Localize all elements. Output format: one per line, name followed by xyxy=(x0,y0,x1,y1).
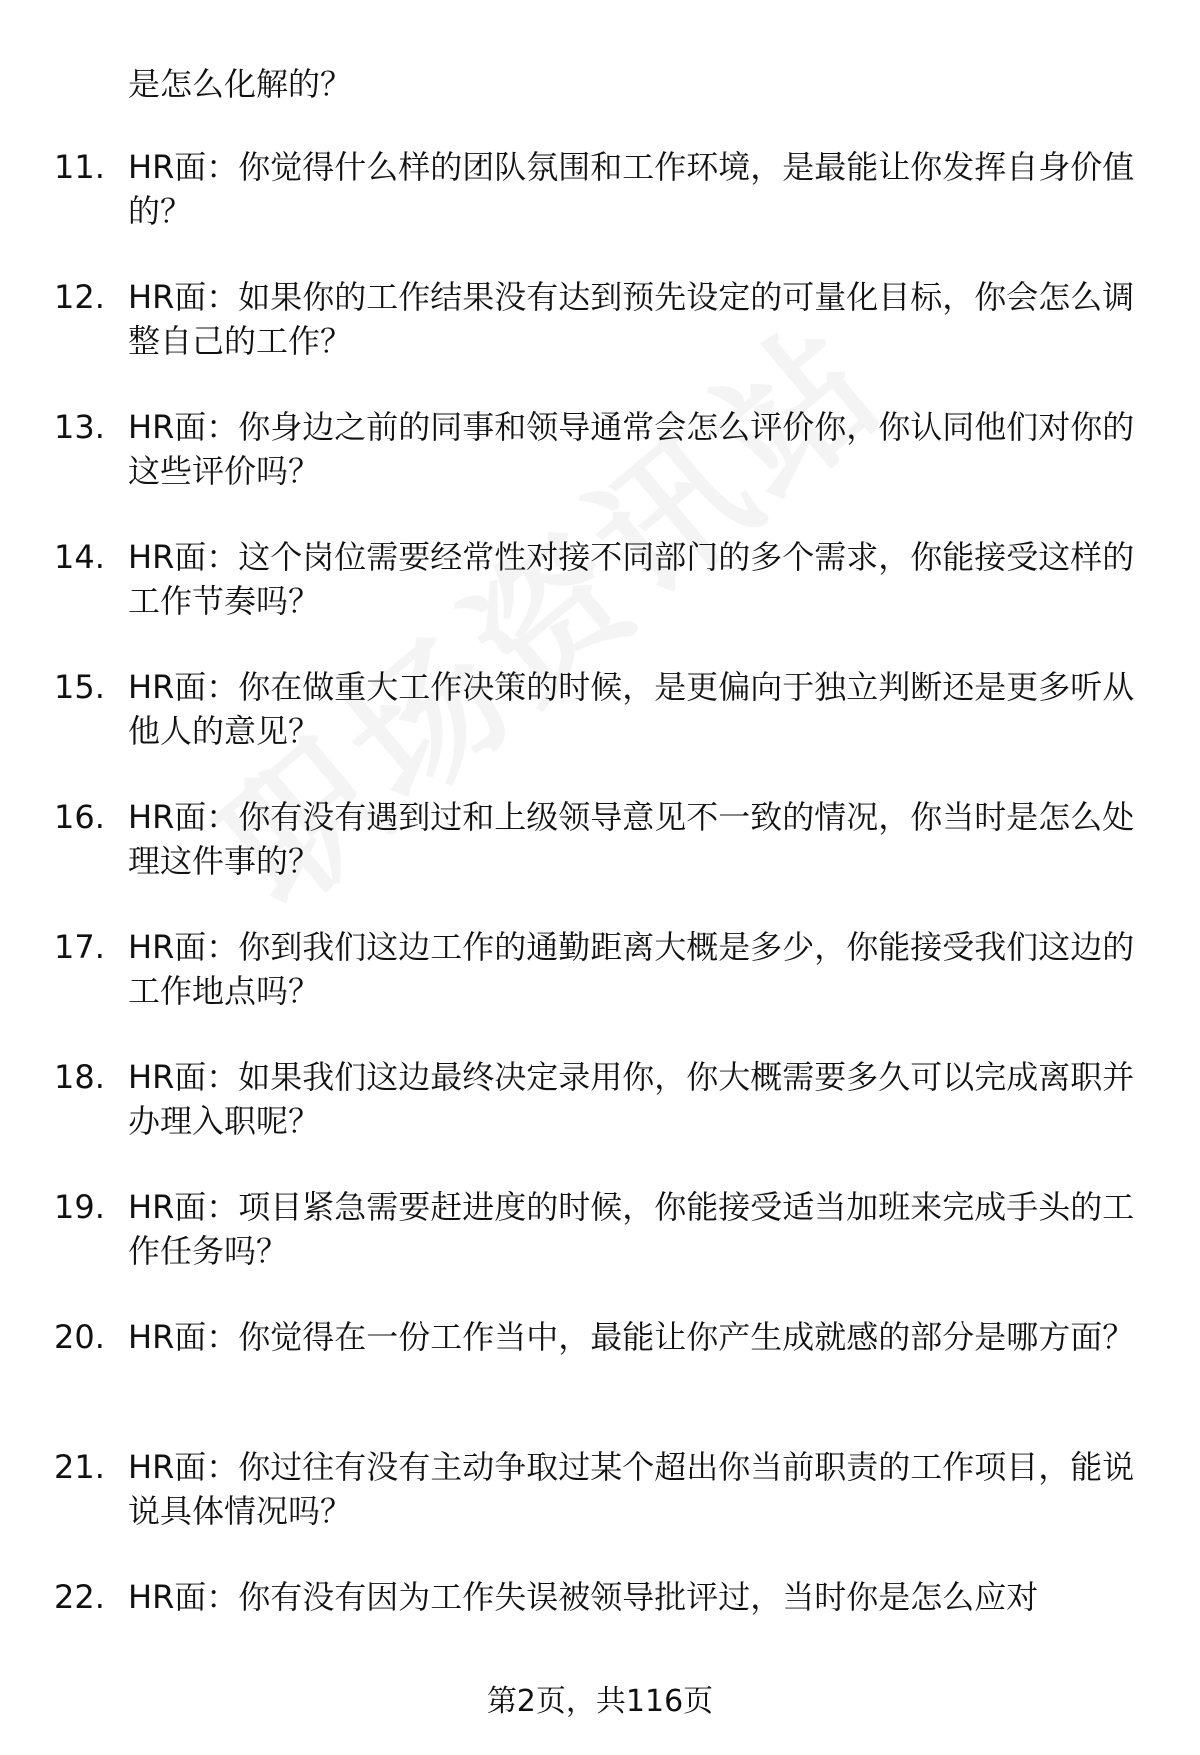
question-number: 20. xyxy=(54,1318,105,1356)
question-item xyxy=(0,1445,1200,1575)
question-item xyxy=(0,1185,1200,1315)
question-item xyxy=(0,925,1200,1055)
question-list xyxy=(0,145,1200,1705)
continuation-text: 是怎么化解的？ xyxy=(128,65,353,103)
question-item xyxy=(0,1055,1200,1185)
question-item xyxy=(0,405,1200,535)
question-item xyxy=(0,665,1200,795)
question-text: HR面：你觉得在一份工作当中，最能让你产生成就感的部分是哪方面？ xyxy=(128,1318,1135,1356)
page-footer: 第2页，共116页 xyxy=(486,1684,714,1719)
question-number: 22. xyxy=(54,1578,105,1616)
question-text: HR面：你过往有没有主动争取过某个超出你当前职责的工作项目，能说说具体情况吗？ xyxy=(128,1448,1135,1530)
question-number: 12. xyxy=(54,278,105,316)
question-number: 19. xyxy=(54,1188,105,1226)
question-text: HR面：你到我们这边工作的通勤距离大概是多少，你能接受我们这边的工作地点吗？ xyxy=(128,928,1135,1010)
question-text: HR面：你有没有遇到过和上级领导意见不一致的情况，你当时是怎么处理这件事的？ xyxy=(128,798,1135,880)
question-number: 21. xyxy=(54,1448,105,1486)
question-text: HR面：项目紧急需要赶进度的时候，你能接受适当加班来完成手头的工作任务吗？ xyxy=(128,1188,1135,1270)
question-number: 17. xyxy=(54,928,105,966)
question-text: HR面：这个岗位需要经常性对接不同部门的多个需求，你能接受这样的工作节奏吗？ xyxy=(128,538,1135,620)
question-item xyxy=(0,275,1200,405)
question-text: HR面：你觉得什么样的团队氛围和工作环境，是最能让你发挥自身价值的？ xyxy=(128,148,1135,230)
question-text: HR面：你在做重大工作决策的时候，是更偏向于独立判断还是更多听从他人的意见？ xyxy=(128,668,1135,750)
question-item xyxy=(0,795,1200,925)
question-text: HR面：如果你的工作结果没有达到预先设定的可量化目标，你会怎么调整自己的工作？ xyxy=(128,278,1135,360)
question-number: 13. xyxy=(54,408,105,446)
question-number: 14. xyxy=(54,538,105,576)
question-item xyxy=(0,1315,1200,1445)
question-number: 16. xyxy=(54,798,105,836)
question-item xyxy=(0,535,1200,665)
question-number: 11. xyxy=(54,148,105,186)
question-number: 15. xyxy=(54,668,105,706)
question-item xyxy=(0,145,1200,275)
question-text: HR面：你有没有因为工作失误被领导批评过，当时你是怎么应对 xyxy=(128,1578,1039,1616)
question-text: HR面：你身边之前的同事和领导通常会怎么评价你，你认同他们对你的这些评价吗？ xyxy=(128,408,1135,490)
question-text: HR面：如果我们这边最终决定录用你，你大概需要多久可以完成离职并办理入职呢？ xyxy=(128,1058,1135,1140)
question-number: 18. xyxy=(54,1058,105,1096)
